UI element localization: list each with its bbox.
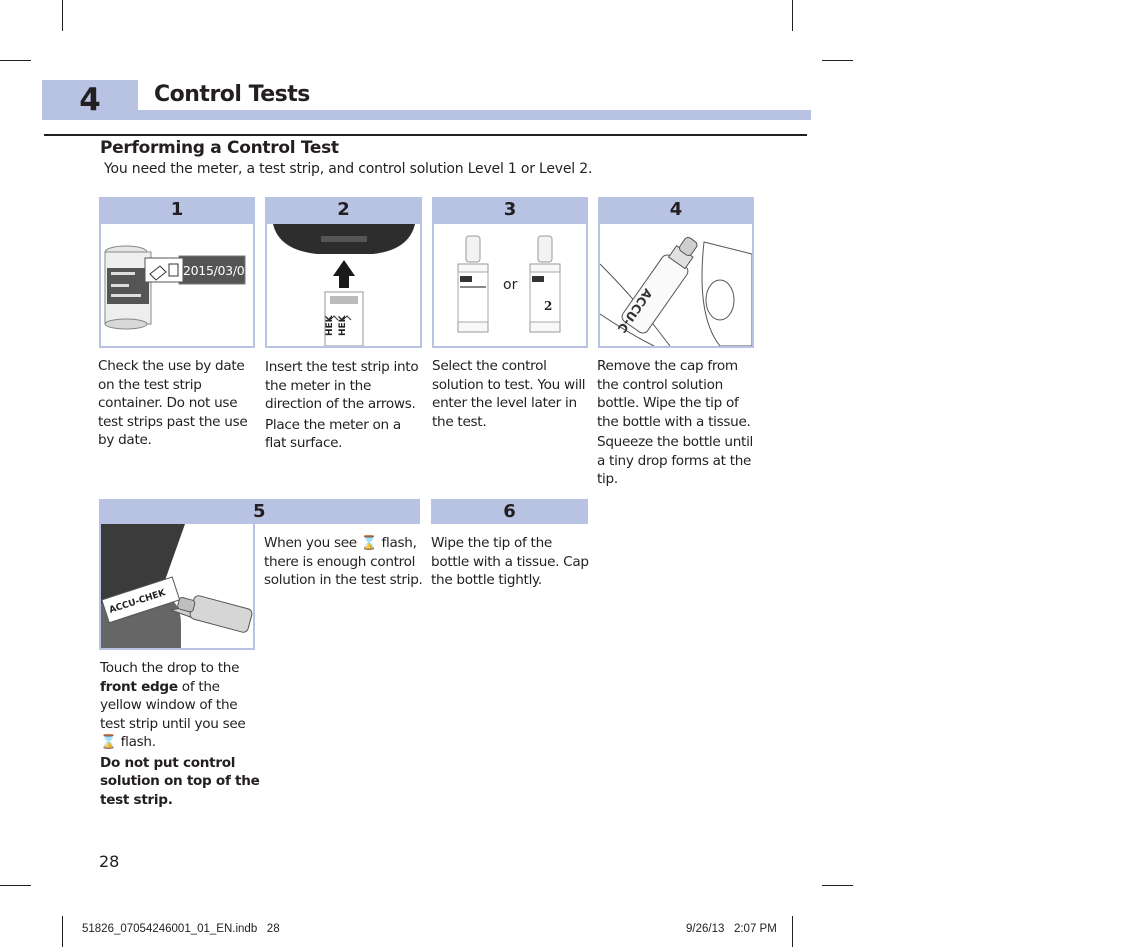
crop-mark <box>62 916 63 947</box>
step-6-paragraph: Wipe the tip of the bottle with a tissue. Cap the bottle tightly. <box>431 535 589 588</box>
step-5-number-bar <box>99 499 420 524</box>
step-4-text <box>597 357 759 491</box>
step-3-text <box>432 357 594 433</box>
or-label: or <box>503 277 518 293</box>
step-5-text <box>100 659 260 811</box>
chapter-bar <box>138 110 811 120</box>
step-6-number: 6 <box>431 499 588 524</box>
svg-text:2: 2 <box>544 299 553 313</box>
step-1-number: 1 <box>99 197 255 222</box>
step-5-side-text <box>264 534 424 592</box>
crop-mark <box>792 0 793 31</box>
page-number: 28 <box>99 852 120 871</box>
step-3-illustration <box>432 222 588 348</box>
meter-insert-strip-icon <box>267 224 420 346</box>
step-5-illustration <box>99 524 255 650</box>
step-4-illustration <box>598 222 754 348</box>
step-2-number: 2 <box>265 197 422 222</box>
step-2-paragraph: Place the meter on a flat surface. <box>265 416 401 451</box>
front-edge-emphasis: front edge <box>100 678 178 695</box>
footer-file-info: 51826_07054246001_01_EN.indb 28 <box>82 923 280 935</box>
test-strip-container-icon <box>101 224 253 346</box>
remove-cap-bottle-icon <box>600 224 752 346</box>
chapter-number: 4 <box>79 82 101 118</box>
crop-mark <box>62 0 63 31</box>
section-rule <box>44 134 807 136</box>
svg-text:HEK: HEK <box>325 315 335 336</box>
section-intro: You need the meter, a test strip, and control solution Level 1 or Level 2. <box>104 161 593 177</box>
step-6-text <box>431 534 591 592</box>
step-5-warning: Do not put control solution on top of the test strip. <box>100 754 260 808</box>
step-2-text <box>265 358 425 455</box>
step-4-number: 4 <box>598 197 754 222</box>
crop-mark <box>792 916 793 947</box>
step-3-number: 3 <box>432 197 588 222</box>
footer-timestamp: 9/26/13 2:07 PM <box>686 923 777 935</box>
use-by-date-label: 2015/03/01 <box>183 263 253 278</box>
crop-mark <box>0 885 31 886</box>
crop-mark <box>0 60 31 61</box>
step-5-flash-note: When you see ⌛ flash, there is enough control solution in the test strip. <box>264 535 423 588</box>
chapter-title: Control Tests <box>154 82 310 107</box>
step-5-paragraph: Touch the drop to the front edge of the yellow window of the test strip until you see ⌛ flash. <box>100 660 246 750</box>
step-2-paragraph: Insert the test strip into the meter in the direction of the arrows. <box>265 359 419 412</box>
step-4-paragraph: Squeeze the bottle until a tiny drop forms at the tip. <box>597 434 754 487</box>
svg-text:ACCU-CHEK: ACCU-CHEK <box>108 588 167 616</box>
step-4-paragraph: Remove the cap from the control solution bottle. Wipe the tip of the bottle with a tissue. <box>597 358 751 430</box>
step-1-paragraph: Check the use by date on the test strip container. Do not use test strips past the use by date. <box>98 358 248 448</box>
step-5-number: 5 <box>253 501 266 522</box>
step-1-text <box>98 357 258 452</box>
touch-drop-strip-icon <box>101 524 253 648</box>
crop-mark <box>822 885 853 886</box>
svg-text:HEK: HEK <box>338 315 348 336</box>
step-3-paragraph: Select the control solution to test. You will enter the level later in the test. <box>432 358 586 430</box>
svg-text:ACCU-C: ACCU-C <box>614 285 655 336</box>
section-title: Performing a Control Test <box>100 138 339 158</box>
step-2-illustration <box>265 222 422 348</box>
crop-mark <box>822 60 853 61</box>
step-1-illustration <box>99 222 255 348</box>
